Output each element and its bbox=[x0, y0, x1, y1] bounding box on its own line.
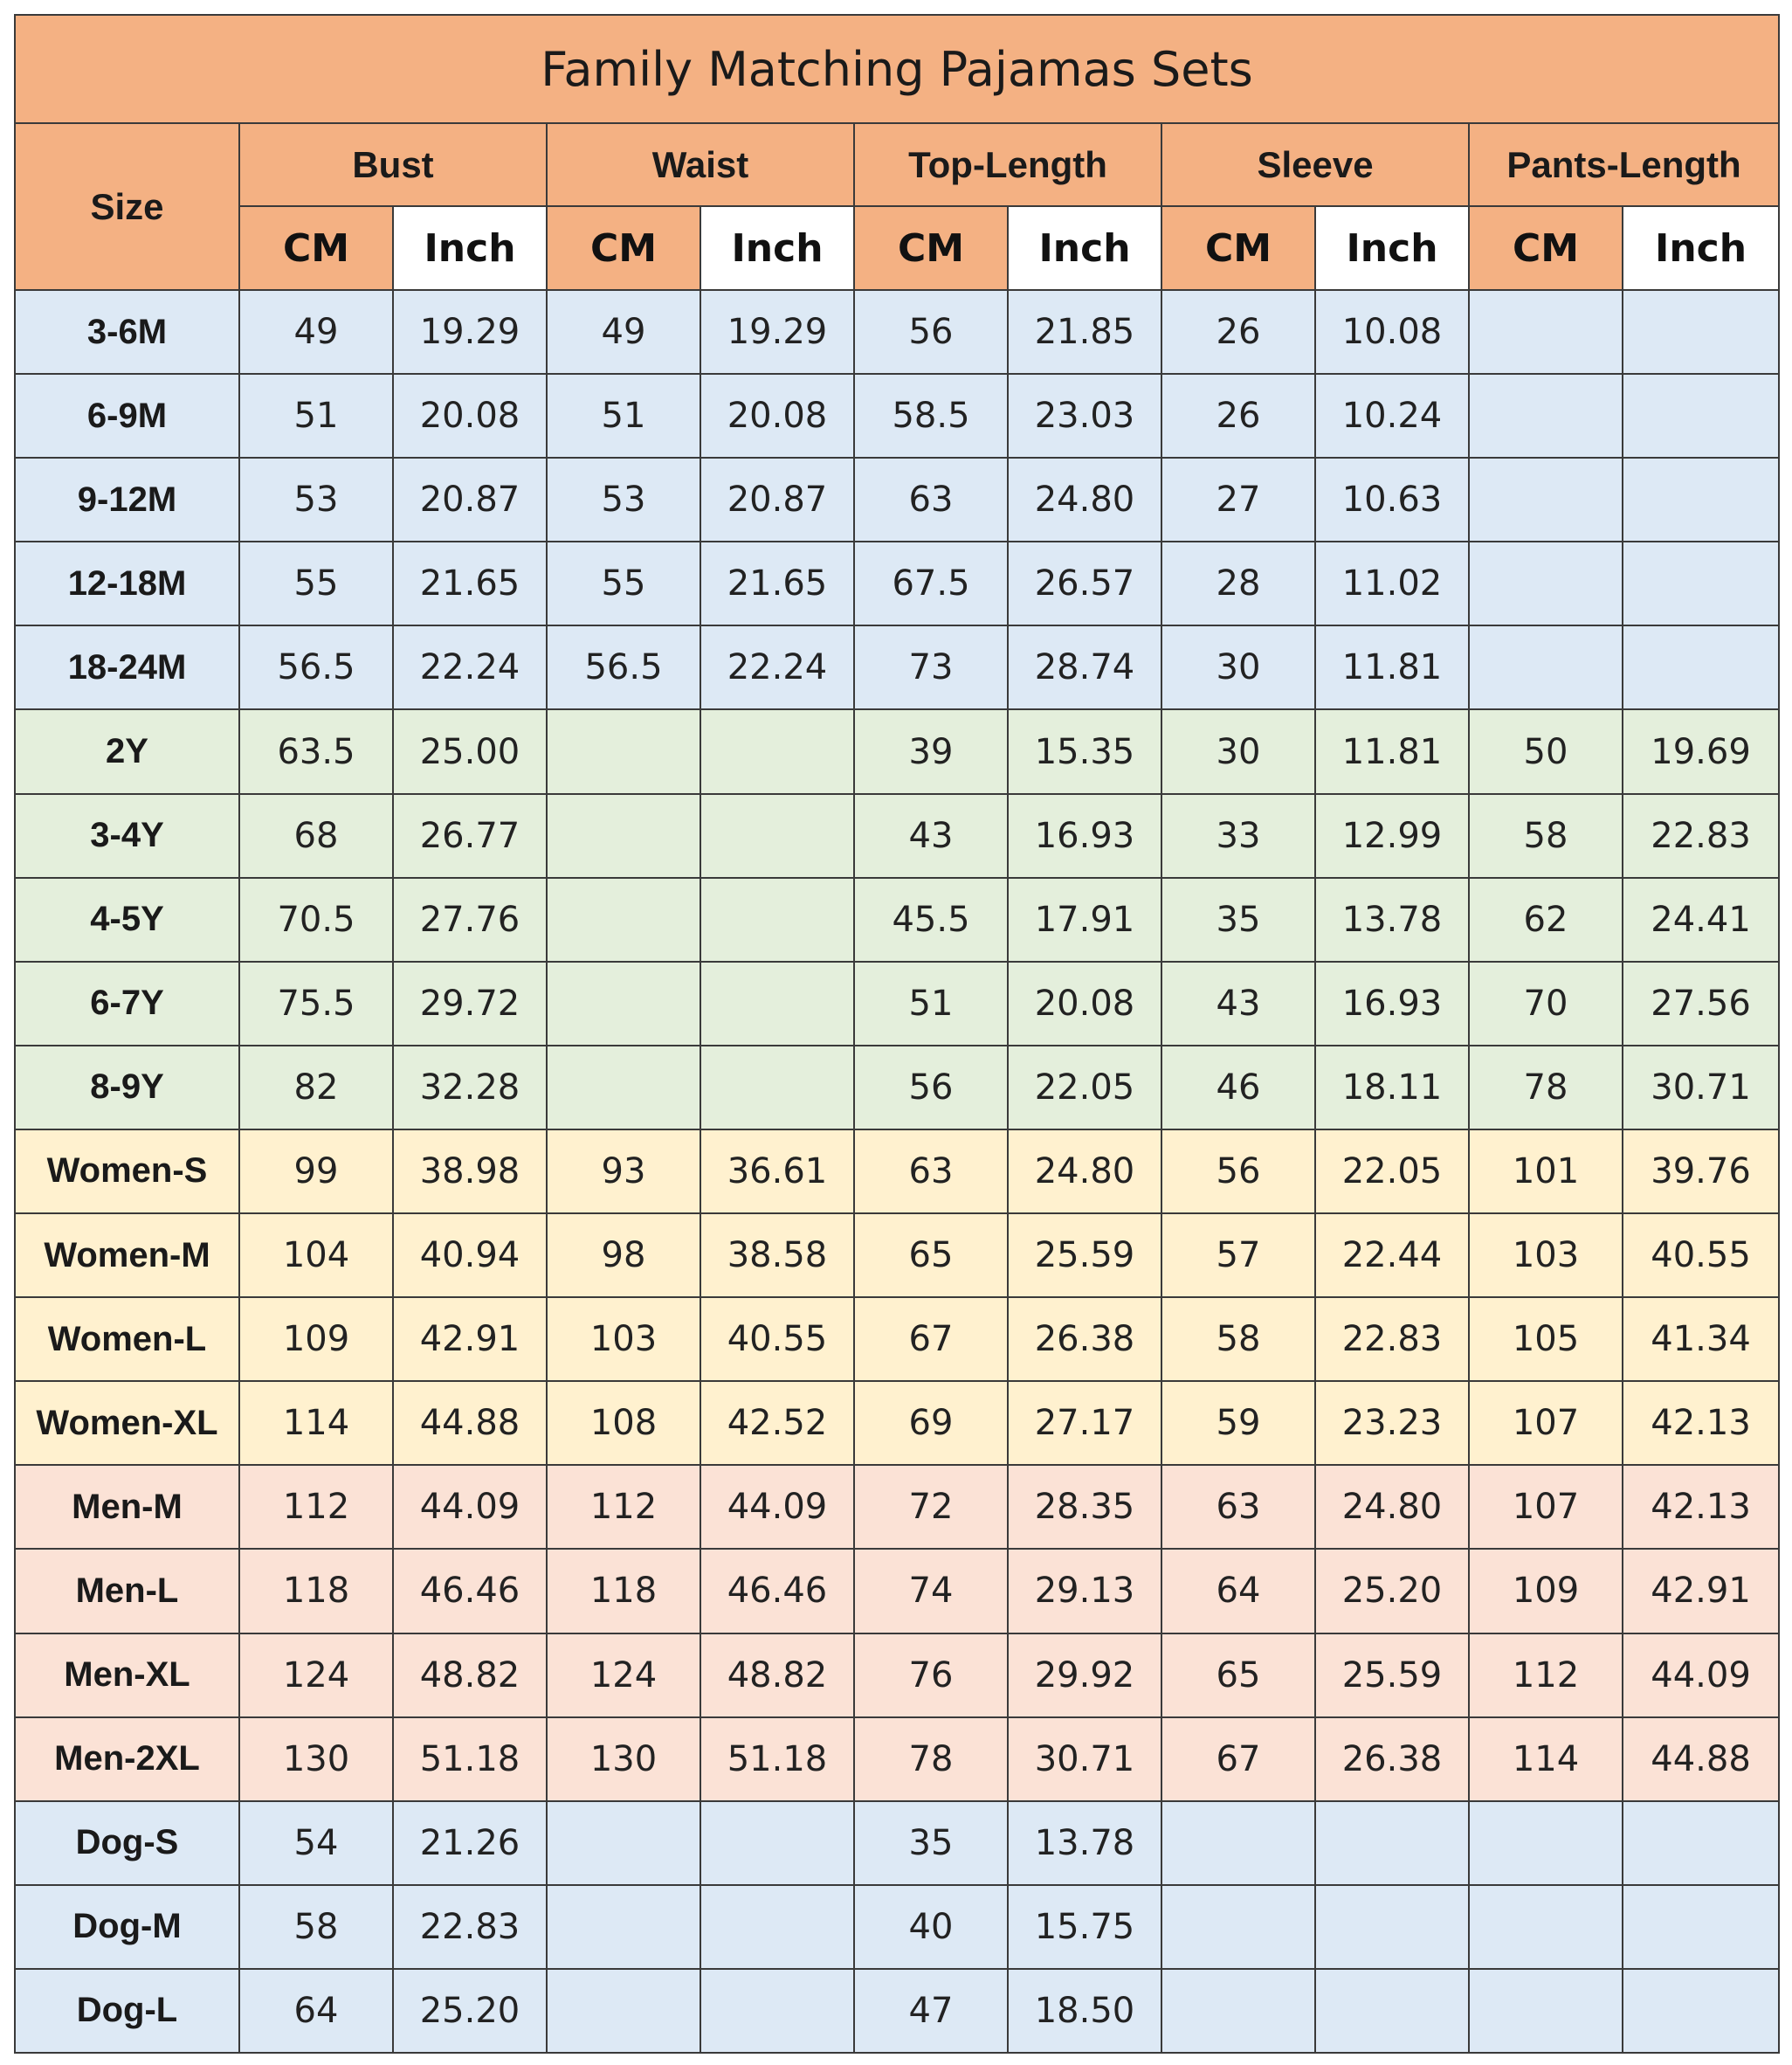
inch-value-cell bbox=[1623, 625, 1779, 709]
cm-value-cell: 76 bbox=[854, 1633, 1008, 1717]
table-row bbox=[15, 709, 1779, 793]
inch-value-cell: 27.17 bbox=[1008, 1381, 1161, 1465]
unit-header-cm: CM bbox=[1161, 206, 1315, 290]
cm-value-cell: 27 bbox=[1161, 458, 1315, 542]
cm-value-cell: 118 bbox=[239, 1549, 393, 1633]
inch-value-cell: 42.91 bbox=[393, 1297, 547, 1381]
cm-value-cell: 124 bbox=[239, 1633, 393, 1717]
size-label: 3-4Y bbox=[15, 794, 239, 878]
inch-value-cell: 29.92 bbox=[1008, 1633, 1161, 1717]
table-row bbox=[15, 625, 1779, 709]
cm-value-cell: 104 bbox=[239, 1213, 393, 1297]
size-label: 2Y bbox=[15, 709, 239, 793]
cm-value-cell: 58 bbox=[239, 1885, 393, 1969]
inch-value-cell: 21.26 bbox=[393, 1801, 547, 1885]
inch-value-cell bbox=[700, 962, 854, 1046]
inch-value-cell bbox=[700, 1801, 854, 1885]
cm-value-cell: 101 bbox=[1469, 1129, 1623, 1213]
cm-value-cell: 43 bbox=[854, 794, 1008, 878]
inch-value-cell: 22.44 bbox=[1315, 1213, 1469, 1297]
inch-value-cell: 22.05 bbox=[1008, 1046, 1161, 1129]
inch-value-cell: 12.99 bbox=[1315, 794, 1469, 878]
table-row bbox=[15, 1969, 1779, 2053]
cm-value-cell: 59 bbox=[1161, 1381, 1315, 1465]
table-row bbox=[15, 542, 1779, 625]
size-label: 12-18M bbox=[15, 542, 239, 625]
cm-value-cell: 58.5 bbox=[854, 374, 1008, 458]
cm-value-cell bbox=[547, 1046, 700, 1129]
cm-value-cell: 47 bbox=[854, 1969, 1008, 2053]
inch-value-cell: 44.09 bbox=[1623, 1633, 1779, 1717]
inch-value-cell: 18.50 bbox=[1008, 1969, 1161, 2053]
inch-value-cell: 22.83 bbox=[1315, 1297, 1469, 1381]
inch-value-cell: 18.11 bbox=[1315, 1046, 1469, 1129]
inch-value-cell: 20.08 bbox=[1008, 962, 1161, 1046]
unit-header-inch: Inch bbox=[1008, 206, 1161, 290]
cm-value-cell bbox=[547, 1885, 700, 1969]
cm-value-cell: 63 bbox=[1161, 1465, 1315, 1549]
cm-value-cell: 72 bbox=[854, 1465, 1008, 1549]
table-row bbox=[15, 1717, 1779, 1801]
cm-value-cell: 50 bbox=[1469, 709, 1623, 793]
inch-value-cell: 11.81 bbox=[1315, 709, 1469, 793]
table-row bbox=[15, 878, 1779, 962]
cm-value-cell bbox=[547, 709, 700, 793]
cm-value-cell: 107 bbox=[1469, 1381, 1623, 1465]
cm-value-cell: 124 bbox=[547, 1633, 700, 1717]
inch-value-cell: 30.71 bbox=[1008, 1717, 1161, 1801]
inch-value-cell bbox=[1623, 458, 1779, 542]
inch-value-cell: 21.65 bbox=[700, 542, 854, 625]
cm-value-cell: 56.5 bbox=[239, 625, 393, 709]
cm-value-cell: 67 bbox=[1161, 1717, 1315, 1801]
cm-value-cell: 46 bbox=[1161, 1046, 1315, 1129]
inch-value-cell bbox=[700, 878, 854, 962]
cm-value-cell: 51 bbox=[854, 962, 1008, 1046]
cm-value-cell bbox=[547, 962, 700, 1046]
unit-header-inch: Inch bbox=[700, 206, 854, 290]
inch-value-cell: 26.57 bbox=[1008, 542, 1161, 625]
inch-value-cell: 51.18 bbox=[700, 1717, 854, 1801]
inch-value-cell: 44.09 bbox=[393, 1465, 547, 1549]
table-row bbox=[15, 1213, 1779, 1297]
size-label: Women-L bbox=[15, 1297, 239, 1381]
cm-value-cell bbox=[1469, 542, 1623, 625]
cm-value-cell bbox=[547, 1801, 700, 1885]
size-label: Men-2XL bbox=[15, 1717, 239, 1801]
cm-value-cell: 33 bbox=[1161, 794, 1315, 878]
inch-value-cell: 11.81 bbox=[1315, 625, 1469, 709]
inch-value-cell: 25.00 bbox=[393, 709, 547, 793]
inch-value-cell: 44.88 bbox=[1623, 1717, 1779, 1801]
inch-value-cell: 25.20 bbox=[393, 1969, 547, 2053]
cm-value-cell: 130 bbox=[239, 1717, 393, 1801]
size-label: Women-XL bbox=[15, 1381, 239, 1465]
top-length-header: Top-Length bbox=[854, 123, 1161, 206]
inch-value-cell bbox=[1623, 1885, 1779, 1969]
inch-value-cell: 29.13 bbox=[1008, 1549, 1161, 1633]
inch-value-cell: 21.65 bbox=[393, 542, 547, 625]
inch-value-cell: 16.93 bbox=[1315, 962, 1469, 1046]
cm-value-cell: 67.5 bbox=[854, 542, 1008, 625]
inch-value-cell: 23.23 bbox=[1315, 1381, 1469, 1465]
unit-header-cm: CM bbox=[239, 206, 393, 290]
cm-value-cell: 43 bbox=[1161, 962, 1315, 1046]
unit-header-inch: Inch bbox=[393, 206, 547, 290]
cm-value-cell: 26 bbox=[1161, 374, 1315, 458]
cm-value-cell: 65 bbox=[1161, 1633, 1315, 1717]
size-label: 8-9Y bbox=[15, 1046, 239, 1129]
inch-value-cell: 42.13 bbox=[1623, 1465, 1779, 1549]
inch-value-cell bbox=[1623, 542, 1779, 625]
cm-value-cell: 105 bbox=[1469, 1297, 1623, 1381]
inch-value-cell: 25.20 bbox=[1315, 1549, 1469, 1633]
inch-value-cell: 42.13 bbox=[1623, 1381, 1779, 1465]
inch-value-cell bbox=[700, 709, 854, 793]
inch-value-cell: 30.71 bbox=[1623, 1046, 1779, 1129]
cm-value-cell bbox=[547, 878, 700, 962]
cm-value-cell bbox=[1469, 458, 1623, 542]
inch-value-cell bbox=[1623, 374, 1779, 458]
size-label: Dog-M bbox=[15, 1885, 239, 1969]
inch-value-cell bbox=[700, 1046, 854, 1129]
inch-value-cell bbox=[1623, 1969, 1779, 2053]
cm-value-cell bbox=[547, 794, 700, 878]
bust-header: Bust bbox=[239, 123, 547, 206]
cm-value-cell: 112 bbox=[547, 1465, 700, 1549]
cm-value-cell: 56 bbox=[854, 1046, 1008, 1129]
cm-value-cell: 78 bbox=[854, 1717, 1008, 1801]
inch-value-cell: 24.80 bbox=[1008, 1129, 1161, 1213]
inch-value-cell bbox=[1315, 1969, 1469, 2053]
table-row bbox=[15, 1465, 1779, 1549]
table-row bbox=[15, 1129, 1779, 1213]
table-row bbox=[15, 1549, 1779, 1633]
cm-value-cell: 118 bbox=[547, 1549, 700, 1633]
table-row bbox=[15, 794, 1779, 878]
cm-value-cell: 73 bbox=[854, 625, 1008, 709]
inch-value-cell: 36.61 bbox=[700, 1129, 854, 1213]
cm-value-cell: 114 bbox=[239, 1381, 393, 1465]
inch-value-cell: 19.69 bbox=[1623, 709, 1779, 793]
cm-value-cell: 39 bbox=[854, 709, 1008, 793]
cm-value-cell: 53 bbox=[239, 458, 393, 542]
chart-title: Family Matching Pajamas Sets bbox=[15, 15, 1779, 123]
cm-value-cell: 55 bbox=[547, 542, 700, 625]
cm-value-cell: 98 bbox=[547, 1213, 700, 1297]
inch-value-cell bbox=[700, 1885, 854, 1969]
cm-value-cell: 58 bbox=[1469, 794, 1623, 878]
cm-value-cell: 26 bbox=[1161, 290, 1315, 374]
cm-value-cell bbox=[1161, 1969, 1315, 2053]
table-row bbox=[15, 1297, 1779, 1381]
cm-value-cell: 58 bbox=[1161, 1297, 1315, 1381]
cm-value-cell bbox=[1469, 290, 1623, 374]
cm-value-cell: 35 bbox=[854, 1801, 1008, 1885]
inch-value-cell: 46.46 bbox=[700, 1549, 854, 1633]
size-chart-table bbox=[14, 14, 1780, 2054]
inch-value-cell: 28.74 bbox=[1008, 625, 1161, 709]
cm-value-cell: 112 bbox=[239, 1465, 393, 1549]
inch-value-cell: 15.75 bbox=[1008, 1885, 1161, 1969]
inch-value-cell: 22.83 bbox=[1623, 794, 1779, 878]
inch-value-cell: 11.02 bbox=[1315, 542, 1469, 625]
size-label: 3-6M bbox=[15, 290, 239, 374]
inch-value-cell: 21.85 bbox=[1008, 290, 1161, 374]
size-label: 9-12M bbox=[15, 458, 239, 542]
cm-value-cell: 54 bbox=[239, 1801, 393, 1885]
cm-value-cell: 69 bbox=[854, 1381, 1008, 1465]
inch-value-cell: 51.18 bbox=[393, 1717, 547, 1801]
size-label: 6-7Y bbox=[15, 962, 239, 1046]
cm-value-cell: 53 bbox=[547, 458, 700, 542]
inch-value-cell: 26.77 bbox=[393, 794, 547, 878]
cm-value-cell bbox=[1469, 1801, 1623, 1885]
cm-value-cell: 67 bbox=[854, 1297, 1008, 1381]
inch-value-cell: 42.91 bbox=[1623, 1549, 1779, 1633]
table-row bbox=[15, 458, 1779, 542]
inch-value-cell: 41.34 bbox=[1623, 1297, 1779, 1381]
inch-value-cell: 38.98 bbox=[393, 1129, 547, 1213]
size-label: Men-XL bbox=[15, 1633, 239, 1717]
unit-header-cm: CM bbox=[547, 206, 700, 290]
inch-value-cell: 22.24 bbox=[393, 625, 547, 709]
pants-length-header: Pants-Length bbox=[1469, 123, 1779, 206]
cm-value-cell: 51 bbox=[547, 374, 700, 458]
size-label: 6-9M bbox=[15, 374, 239, 458]
inch-value-cell: 48.82 bbox=[393, 1633, 547, 1717]
cm-value-cell: 63 bbox=[854, 458, 1008, 542]
size-label: Dog-S bbox=[15, 1801, 239, 1885]
table-row bbox=[15, 290, 1779, 374]
inch-value-cell bbox=[700, 1969, 854, 2053]
table-row bbox=[15, 1885, 1779, 1969]
inch-value-cell: 25.59 bbox=[1008, 1213, 1161, 1297]
inch-value-cell: 44.88 bbox=[393, 1381, 547, 1465]
cm-value-cell: 63 bbox=[854, 1129, 1008, 1213]
cm-value-cell: 30 bbox=[1161, 709, 1315, 793]
cm-value-cell: 107 bbox=[1469, 1465, 1623, 1549]
size-header: Size bbox=[15, 123, 239, 290]
inch-value-cell: 24.80 bbox=[1315, 1465, 1469, 1549]
cm-value-cell: 65 bbox=[854, 1213, 1008, 1297]
size-label: Men-M bbox=[15, 1465, 239, 1549]
table-row bbox=[15, 1801, 1779, 1885]
inch-value-cell: 48.82 bbox=[700, 1633, 854, 1717]
cm-value-cell bbox=[1469, 374, 1623, 458]
cm-value-cell bbox=[1469, 1969, 1623, 2053]
cm-value-cell: 64 bbox=[239, 1969, 393, 2053]
cm-value-cell: 56 bbox=[854, 290, 1008, 374]
cm-value-cell bbox=[1469, 625, 1623, 709]
inch-value-cell bbox=[1623, 290, 1779, 374]
inch-value-cell: 24.41 bbox=[1623, 878, 1779, 962]
inch-value-cell: 19.29 bbox=[700, 290, 854, 374]
inch-value-cell: 27.56 bbox=[1623, 962, 1779, 1046]
table-row bbox=[15, 1046, 1779, 1129]
inch-value-cell: 32.28 bbox=[393, 1046, 547, 1129]
table-row bbox=[15, 962, 1779, 1046]
cm-value-cell: 62 bbox=[1469, 878, 1623, 962]
cm-value-cell: 109 bbox=[1469, 1549, 1623, 1633]
cm-value-cell: 108 bbox=[547, 1381, 700, 1465]
inch-value-cell: 38.58 bbox=[700, 1213, 854, 1297]
cm-value-cell: 78 bbox=[1469, 1046, 1623, 1129]
inch-value-cell bbox=[700, 794, 854, 878]
inch-value-cell: 20.08 bbox=[700, 374, 854, 458]
inch-value-cell: 29.72 bbox=[393, 962, 547, 1046]
cm-value-cell: 99 bbox=[239, 1129, 393, 1213]
inch-value-cell: 22.83 bbox=[393, 1885, 547, 1969]
size-label: Men-L bbox=[15, 1549, 239, 1633]
inch-value-cell: 46.46 bbox=[393, 1549, 547, 1633]
cm-value-cell: 75.5 bbox=[239, 962, 393, 1046]
cm-value-cell: 49 bbox=[547, 290, 700, 374]
inch-value-cell bbox=[1315, 1801, 1469, 1885]
cm-value-cell: 82 bbox=[239, 1046, 393, 1129]
inch-value-cell: 26.38 bbox=[1008, 1297, 1161, 1381]
cm-value-cell: 28 bbox=[1161, 542, 1315, 625]
table-row bbox=[15, 374, 1779, 458]
cm-value-cell: 45.5 bbox=[854, 878, 1008, 962]
cm-value-cell: 93 bbox=[547, 1129, 700, 1213]
inch-value-cell: 40.55 bbox=[1623, 1213, 1779, 1297]
cm-value-cell: 40 bbox=[854, 1885, 1008, 1969]
unit-header-cm: CM bbox=[1469, 206, 1623, 290]
cm-value-cell: 63.5 bbox=[239, 709, 393, 793]
table-row bbox=[15, 1633, 1779, 1717]
inch-value-cell: 13.78 bbox=[1008, 1801, 1161, 1885]
inch-value-cell: 27.76 bbox=[393, 878, 547, 962]
cm-value-cell: 56.5 bbox=[547, 625, 700, 709]
cm-value-cell: 103 bbox=[1469, 1213, 1623, 1297]
cm-value-cell: 64 bbox=[1161, 1549, 1315, 1633]
size-label: Dog-L bbox=[15, 1969, 239, 2053]
cm-value-cell: 57 bbox=[1161, 1213, 1315, 1297]
inch-value-cell bbox=[1623, 1801, 1779, 1885]
cm-value-cell: 55 bbox=[239, 542, 393, 625]
cm-value-cell: 68 bbox=[239, 794, 393, 878]
cm-value-cell bbox=[1161, 1885, 1315, 1969]
inch-value-cell: 20.87 bbox=[700, 458, 854, 542]
inch-value-cell: 10.24 bbox=[1315, 374, 1469, 458]
cm-value-cell: 74 bbox=[854, 1549, 1008, 1633]
cm-value-cell: 70 bbox=[1469, 962, 1623, 1046]
cm-value-cell: 49 bbox=[239, 290, 393, 374]
inch-value-cell: 24.80 bbox=[1008, 458, 1161, 542]
size-label: 18-24M bbox=[15, 625, 239, 709]
cm-value-cell: 103 bbox=[547, 1297, 700, 1381]
inch-value-cell bbox=[1315, 1885, 1469, 1969]
inch-value-cell: 17.91 bbox=[1008, 878, 1161, 962]
inch-value-cell: 10.08 bbox=[1315, 290, 1469, 374]
cm-value-cell bbox=[1161, 1801, 1315, 1885]
inch-value-cell: 20.87 bbox=[393, 458, 547, 542]
unit-header-inch: Inch bbox=[1623, 206, 1779, 290]
inch-value-cell: 28.35 bbox=[1008, 1465, 1161, 1549]
sleeve-header: Sleeve bbox=[1161, 123, 1469, 206]
inch-value-cell: 13.78 bbox=[1315, 878, 1469, 962]
inch-value-cell: 22.05 bbox=[1315, 1129, 1469, 1213]
inch-value-cell: 22.24 bbox=[700, 625, 854, 709]
cm-value-cell: 130 bbox=[547, 1717, 700, 1801]
inch-value-cell: 20.08 bbox=[393, 374, 547, 458]
unit-header-cm: CM bbox=[854, 206, 1008, 290]
inch-value-cell: 15.35 bbox=[1008, 709, 1161, 793]
inch-value-cell: 44.09 bbox=[700, 1465, 854, 1549]
inch-value-cell: 39.76 bbox=[1623, 1129, 1779, 1213]
inch-value-cell: 19.29 bbox=[393, 290, 547, 374]
cm-value-cell: 112 bbox=[1469, 1633, 1623, 1717]
cm-value-cell: 30 bbox=[1161, 625, 1315, 709]
cm-value-cell: 114 bbox=[1469, 1717, 1623, 1801]
inch-value-cell: 10.63 bbox=[1315, 458, 1469, 542]
inch-value-cell: 40.55 bbox=[700, 1297, 854, 1381]
inch-value-cell: 42.52 bbox=[700, 1381, 854, 1465]
cm-value-cell: 109 bbox=[239, 1297, 393, 1381]
inch-value-cell: 23.03 bbox=[1008, 374, 1161, 458]
inch-value-cell: 16.93 bbox=[1008, 794, 1161, 878]
cm-value-cell: 35 bbox=[1161, 878, 1315, 962]
size-label: 4-5Y bbox=[15, 878, 239, 962]
cm-value-cell: 70.5 bbox=[239, 878, 393, 962]
inch-value-cell: 26.38 bbox=[1315, 1717, 1469, 1801]
table-row bbox=[15, 1381, 1779, 1465]
unit-header-inch: Inch bbox=[1315, 206, 1469, 290]
cm-value-cell bbox=[1469, 1885, 1623, 1969]
size-label: Women-M bbox=[15, 1213, 239, 1297]
inch-value-cell: 25.59 bbox=[1315, 1633, 1469, 1717]
waist-header: Waist bbox=[547, 123, 854, 206]
cm-value-cell bbox=[547, 1969, 700, 2053]
inch-value-cell: 40.94 bbox=[393, 1213, 547, 1297]
cm-value-cell: 51 bbox=[239, 374, 393, 458]
cm-value-cell: 56 bbox=[1161, 1129, 1315, 1213]
size-label: Women-S bbox=[15, 1129, 239, 1213]
